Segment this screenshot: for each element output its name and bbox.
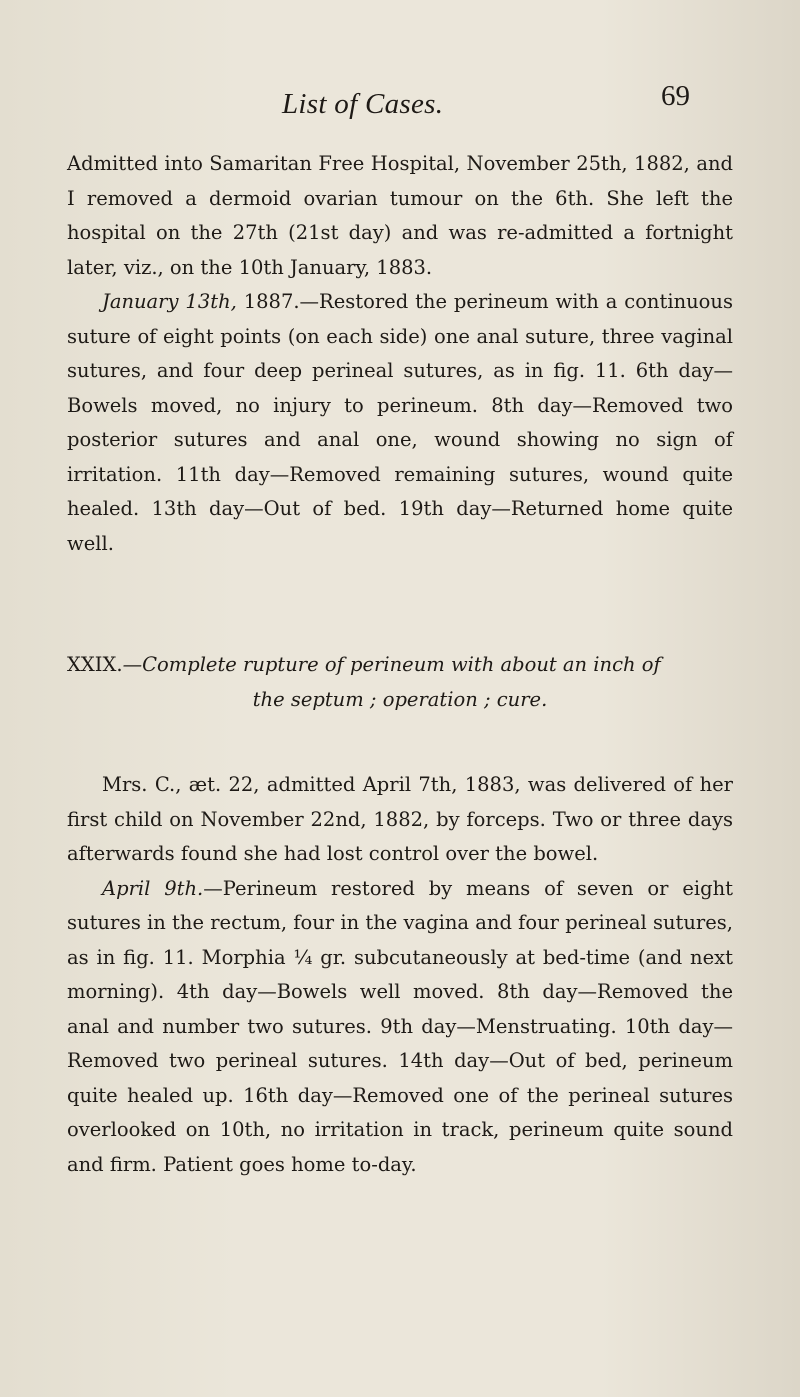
paragraph-admission: Admitted into Samaritan Free Hospital, November 25th, 1882, and I removed a dermoid ovarian tumour on the 6th. She left the hospital on the 27th (21st day) and was re-admitted a fortnight later, viz., on the 10th January, 1883.: [67, 152, 733, 279]
paragraph-treatment: [67, 872, 733, 1183]
paragraph-operation-text: 1887.—Restored the perineum with a continuous suture of eight points (on each side) one anal suture, three vaginal sutures, and four deep perineal sutures, as in fig. 11. 6th day—Bowels moved, no injury to perineum. 8th day—Removed two posterior sutures and anal one, wound showing no sign of irritation. 11th day—Removed remaining sutures, wound quite healed. 13th day—Out of bed. 19th day—Returned home quite well.: [67, 290, 733, 555]
case-continued-text: [67, 147, 733, 561]
case-title-line1: —Complete rupture of perineum with about an inch of: [122, 653, 661, 676]
page-number: 69: [661, 80, 690, 112]
date-label: April 9th.: [102, 876, 204, 900]
case-number: XXIX.: [67, 653, 123, 676]
paragraph-operation: [67, 285, 733, 561]
case-xxix-text: [67, 768, 733, 1182]
case-heading-line1: [67, 648, 733, 683]
paragraph-history: Mrs. C., æt. 22, admitted April 7th, 1883, was delivered of her first child on November 22nd, 1882, by forceps. Two or three days afterwards found she had lost control over the bowel.: [67, 773, 733, 865]
date-label: January 13th,: [102, 290, 237, 313]
case-heading: [67, 648, 733, 717]
paragraph-treatment-text: —Perineum restored by means of seven or eight sutures in the rectum, four in the vagina and four perineal sutures, as in fig. 11. Morphia ¼ gr. subcutaneously at bed-time (and next morning). 4th day—Bowels well moved. 8th day—Removed the anal and number two sutures. 9th day—Menstruating. 10th day—Removed two perineal sutures. 14th day—Out of bed, perineum quite healed up. 16th day—Removed one of the perineal sutures overlooked on 10th, no irritation in track, perineum quite sound and firm. Patient goes home to-day.: [67, 876, 733, 1176]
running-header: List of Cases.: [282, 88, 444, 120]
case-title-line2: the septum ; operation ; cure.: [252, 687, 548, 711]
